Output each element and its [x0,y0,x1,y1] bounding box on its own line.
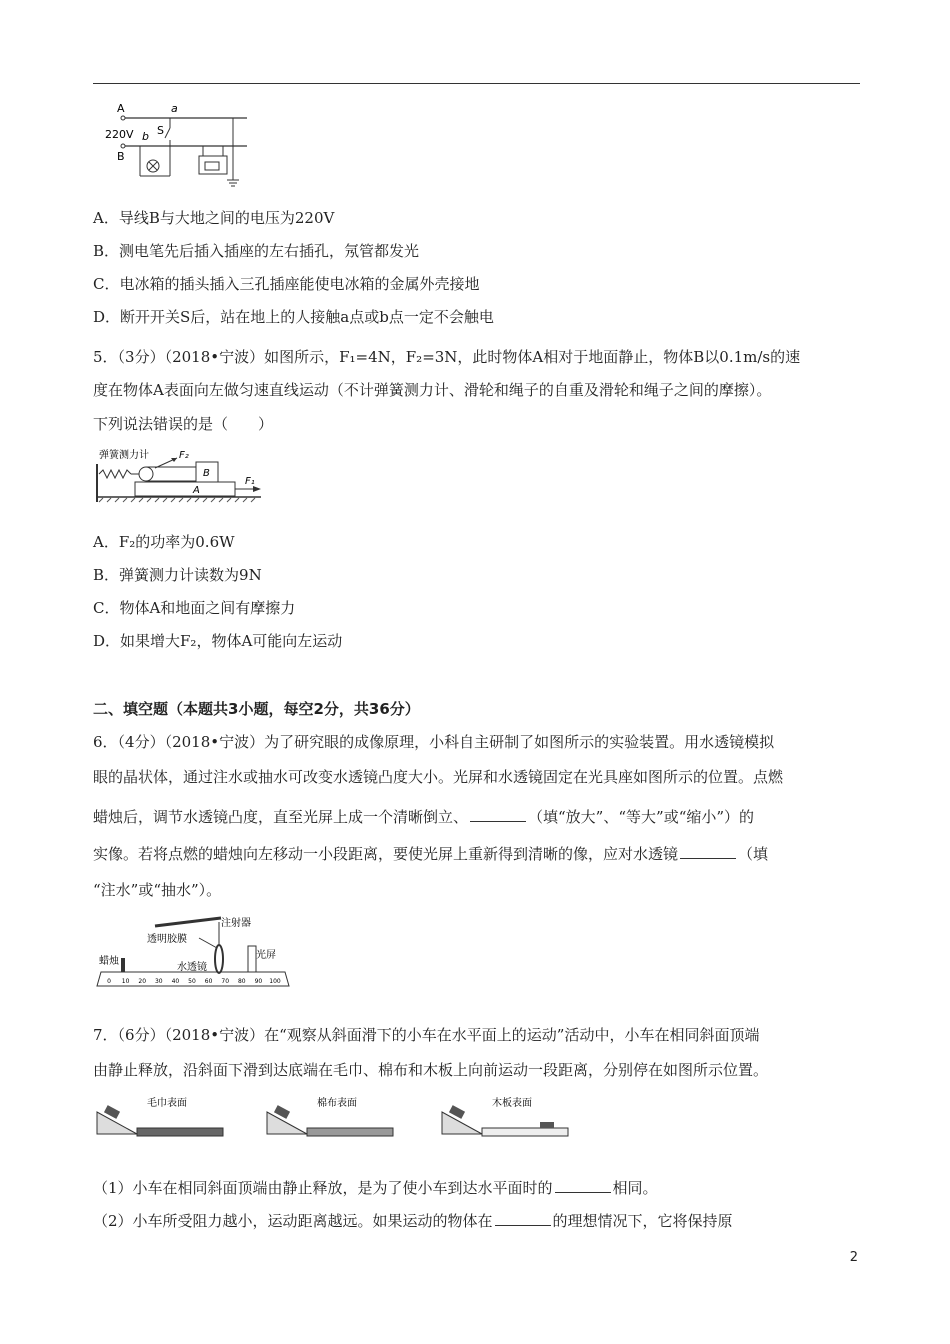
q6-line-3-text-b: （填“放大”、“等大”或“缩小”）的 [528,808,755,826]
q4-option-a: A．导线B与大地之间的电压为220V [93,209,335,227]
q7-sub-1-text-a: （1）小车在相同斜面顶端由静止释放，是为了使小车到达水平面时的 [93,1179,553,1197]
page-number: 2 [849,1250,858,1265]
ruler-tick-label: 70 [221,978,230,985]
q5-line-1: 5．（3分）（2018•宁波）如图所示，F₁=4N，F₂=3N，此时物体A相对于地面静止，物体B以0.1m/s的速 [93,348,801,366]
q6-blank-1[interactable] [470,806,526,822]
header-rule [93,83,860,84]
q5-option-b: B．弹簧测力计读数为9N [93,566,262,584]
spring-scale-label: 弹簧测力计 [99,450,149,461]
surface-label-towel: 毛巾表面 [147,1098,187,1109]
ruler-tick-label: 0 [107,978,111,985]
q7-line-2: 由静止释放，沿斜面下滑到达底端在毛巾、棉布和木板上向前运动一段距离，分别停在如图所示位置。 [93,1061,769,1079]
q6-line-3 [93,806,754,827]
q5-option-d: D．如果增大F₂，物体A可能向左运动 [93,632,343,650]
ruler-tick-label: 10 [121,978,130,985]
block-a-label: A [193,485,200,496]
q6-line-4 [93,843,768,864]
screen-label: 光屏 [256,950,276,961]
ruler-tick-label: 40 [171,978,180,985]
incline-figure-cotton [265,1090,395,1138]
ruler-tick-label: 30 [154,978,163,985]
q5-option-c: C．物体A和地面之间有摩擦力 [93,599,296,617]
q6-line-5: “注水”或“抽水”）。 [93,881,222,899]
optical-bench-figure [95,908,295,996]
ruler-tick-label: 60 [204,978,213,985]
q7-blank-2[interactable] [495,1210,551,1226]
q7-blank-1[interactable] [555,1177,611,1193]
q6-blank-2[interactable] [680,843,736,859]
q7-line-1: 7．（6分）（2018•宁波）在“观察从斜面滑下的小车在水平面上的运动”活动中，小车在相同斜面顶端 [93,1026,760,1044]
q4-option-c: C．电冰箱的插头插入三孔插座能使电冰箱的金属外壳接地 [93,275,480,293]
syringe-label: 注射器 [221,918,251,929]
circuit-figure [95,100,255,188]
ruler-tick-label: 50 [188,978,196,985]
incline-figure-wood [440,1090,570,1138]
incline-figure-towel [95,1090,225,1138]
surface-label-cotton: 棉布表面 [317,1098,357,1109]
lens-label: 水透镜 [177,962,207,973]
q7-sub-2 [93,1210,733,1231]
ruler-tick-label: 80 [237,978,246,985]
q4-option-b: B．测电笔先后插入插座的左右插孔，氖管都发光 [93,242,420,260]
q5-option-a: A．F₂的功率为0.6W [93,533,235,551]
q6-line-4-text-a: 实像。若将点燃的蜡烛向左移动一小段距离，要使光屏上重新得到清晰的像，应对水透镜 [93,845,679,863]
q5-line-3: 下列说法错误的是（ ） [93,415,274,433]
q6-line-2: 眼的晶状体，通过注水或抽水可改变水透镜凸度大小。光屏和水透镜固定在光具座如图所示的位置。点燃 [93,768,784,786]
q6-line-4-text-b: （填 [738,845,769,863]
label-S: S [157,124,164,137]
ruler-ticks [107,978,281,985]
label-b: b [142,130,149,143]
pulley-figure [95,446,265,508]
q5-line-2: 度在物体A表面向左做匀速直线运动（不计弹簧测力计、滑轮和绳子的自重及滑轮和绳子之间的摩擦）。 [93,381,772,399]
ruler-tick-label: 90 [254,978,263,985]
q7-sub-2-text-a: （2）小车所受阻力越小，运动距离越远。如果运动的物体在 [93,1212,493,1230]
q4-option-d: D．断开开关S后，站在地上的人接触a点或b点一定不会触电 [93,308,494,326]
ruler-tick-label: 100 [269,978,281,985]
candle-label: 蜡烛 [99,956,119,967]
q6-line-1: 6．（4分）（2018•宁波）为了研究眼的成像原理，小科自主研制了如图所示的实验装置。用水透镜模拟 [93,733,775,751]
label-B: B [117,150,125,163]
f1-label: F₁ [245,476,255,487]
section-2-heading: 二、填空题（本题共3小题，每空2分，共36分） [93,700,420,718]
label-A: A [117,102,125,115]
q7-sub-2-text-b: 的理想情况下，它将保持原 [552,1212,733,1230]
f2-label: F₂ [179,450,189,461]
q6-line-3-text-a: 蜡烛后，调节水透镜凸度，直至光屏上成一个清晰倒立、 [93,808,469,826]
label-a: a [171,102,178,115]
membrane-label: 透明胶膜 [147,934,187,945]
q7-sub-1 [93,1177,658,1198]
q7-sub-1-text-b: 相同。 [612,1179,658,1197]
ruler-tick-label: 20 [138,978,147,985]
surface-label-wood: 木板表面 [492,1098,532,1109]
label-220v: 220V [105,128,134,141]
block-b-label: B [203,468,210,479]
